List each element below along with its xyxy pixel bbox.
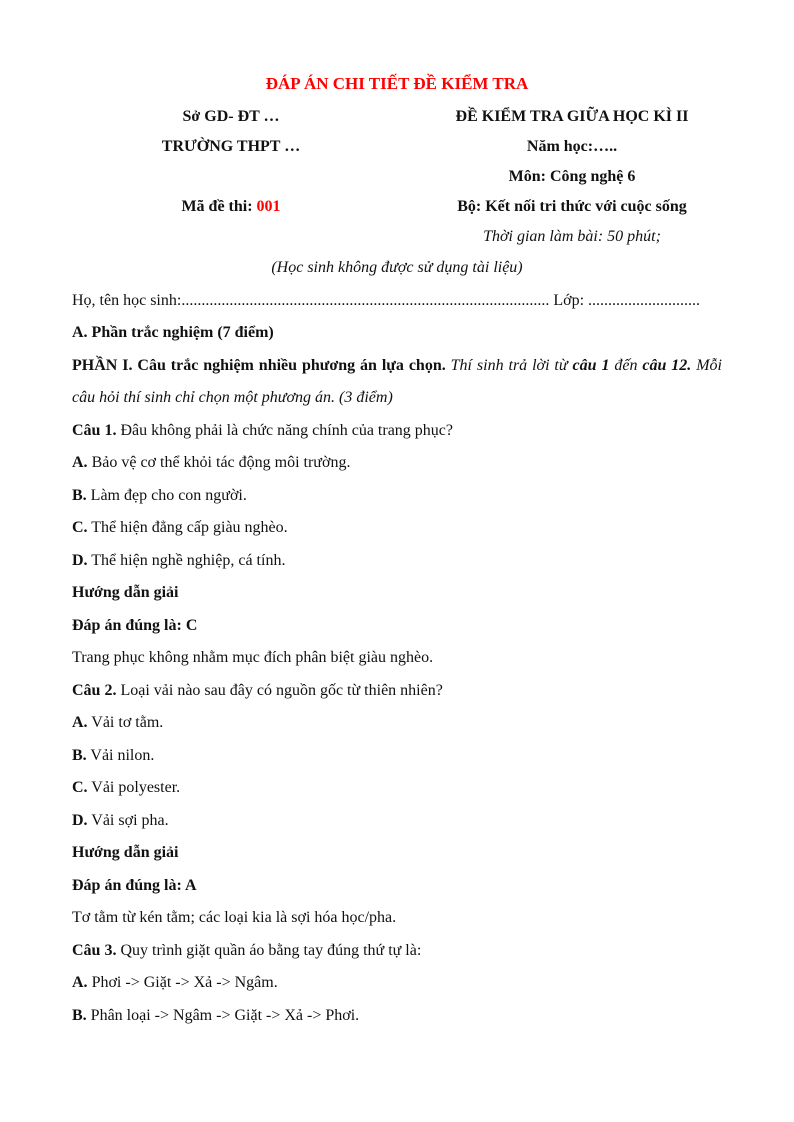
text-run: D. — [72, 551, 88, 569]
text-run: Làm đẹp cho con người. — [86, 486, 247, 504]
question-2-option-b — [72, 740, 722, 773]
text-run: A. Phần trắc nghiệm (7 điểm) — [72, 324, 274, 341]
text-run: Vải nilon. — [86, 746, 155, 764]
text-run: đến — [609, 356, 643, 374]
text-run: Lớp: — [549, 291, 589, 309]
exam-header — [72, 102, 722, 252]
header-right-column — [422, 102, 722, 252]
question-1-option-a — [72, 447, 722, 480]
text-run: Trang phục không nhằm mục đích phân biệt giàu nghèo. — [72, 649, 434, 666]
text-run: ĐỀ KIỂM TRA GIỮA HỌC KÌ II — [455, 108, 689, 125]
question-1-option-b — [72, 480, 722, 513]
question-2-answer — [72, 870, 722, 903]
text-run: Phơi -> Giặt -> Xả -> Ngâm. — [87, 974, 278, 991]
text-run: Quy trình giặt quần áo bằng tay đúng thứ tự là: — [116, 941, 422, 959]
no-materials-note — [72, 252, 722, 285]
text-run: câu 12. — [642, 356, 692, 374]
question-2 — [72, 675, 722, 708]
text-run: Câu 1. — [72, 421, 117, 439]
question-1-answer — [72, 610, 722, 643]
text-run: PHẦN I. Câu trắc nghiệm nhiều phương án lựa chọn. — [72, 356, 451, 374]
duration-line — [422, 222, 722, 252]
text-run: B. — [72, 1006, 87, 1024]
text-run: Vải sợi pha. — [87, 811, 169, 829]
text-run: Sở GD- ĐT … — [182, 108, 280, 125]
question-1 — [72, 415, 722, 448]
book-series-line — [422, 192, 722, 222]
text-run: (Học sinh không được sử dụng tài liệu) — [271, 259, 523, 276]
text-run: C. — [72, 779, 88, 796]
text-run: Năm học:….. — [526, 138, 618, 155]
text-run: Hướng dẫn giải — [72, 584, 179, 601]
text-run: Câu 2. — [72, 681, 117, 699]
question-2-explanation — [72, 902, 722, 935]
school-line — [72, 132, 390, 162]
header-left-column — [72, 102, 390, 222]
text-run: Đáp án đúng là: A — [72, 876, 197, 894]
school-year-line — [422, 132, 722, 162]
text-run: Môn: Công nghệ 6 — [508, 168, 636, 185]
text-run: 001 — [256, 198, 281, 215]
question-1-option-d — [72, 545, 722, 578]
text-run: Thời gian làm bài: 50 phút; — [483, 228, 661, 245]
exam-title-line — [422, 102, 722, 132]
document-body — [72, 317, 722, 1032]
text-run: Thí sinh trả lời từ — [450, 356, 573, 374]
text-run: Mỗi câu hỏi thí sinh chỉ chọn một phương án. (3 điểm) — [72, 356, 723, 406]
question-1-solution-heading — [72, 577, 722, 610]
question-1-option-c — [72, 512, 722, 545]
text-run: B. — [72, 746, 87, 764]
student-info-line — [72, 285, 722, 318]
question-2-solution-heading — [72, 837, 722, 870]
text-run: A. — [72, 714, 88, 731]
document-title — [72, 70, 722, 98]
text-run: Tơ tằm từ kén tằm; các loại kia là sợi hóa học/pha. — [72, 909, 397, 926]
question-2-option-d — [72, 805, 722, 838]
text-run: ĐÁP ÁN CHI TIẾT ĐỀ KIỂM TRA — [265, 74, 529, 93]
question-3-option-a — [72, 967, 722, 1000]
section-a-heading — [72, 317, 722, 350]
text-run: A. — [72, 974, 88, 991]
exam-code-line — [72, 192, 390, 222]
text-run: Bảo vệ cơ thể khỏi tác động môi trường. — [87, 454, 351, 471]
question-1-explanation — [72, 642, 722, 675]
text-run: B. — [72, 486, 87, 504]
text-run: Mã đề thi: — [181, 198, 257, 215]
question-2-option-a — [72, 707, 722, 740]
header-left-spacer — [72, 162, 390, 192]
text-run: Câu 3. — [72, 941, 117, 959]
text-run: ............................................................................................ — [181, 291, 550, 309]
text-run: Hướng dẫn giải — [72, 844, 179, 861]
text-run: câu 1 — [572, 356, 610, 374]
part-1-instructions — [72, 350, 722, 415]
question-3 — [72, 935, 722, 968]
text-run: Thể hiện đẳng cấp giàu nghèo. — [87, 519, 288, 536]
text-run: Phân loại -> Ngâm -> Giặt -> Xả -> Phơi. — [86, 1006, 360, 1024]
department-line — [72, 102, 390, 132]
text-run: ............................ — [588, 291, 701, 309]
text-run: Bộ: Kết nối tri thức với cuộc sống — [457, 198, 687, 215]
text-run: TRƯỜNG THPT … — [161, 138, 301, 155]
text-run: Đâu không phải là chức năng chính của trang phục? — [116, 421, 454, 439]
text-run: Đáp án đúng là: C — [72, 616, 198, 634]
subject-line — [422, 162, 722, 192]
question-3-option-b — [72, 1000, 722, 1033]
text-run: Thể hiện nghề nghiệp, cá tính. — [87, 551, 286, 569]
text-run: Loại vải nào sau đây có nguồn gốc từ thiên nhiên? — [116, 681, 443, 699]
text-run: D. — [72, 811, 88, 829]
text-run: Họ, tên học sinh: — [72, 291, 182, 309]
question-2-option-c — [72, 772, 722, 805]
text-run: C. — [72, 519, 88, 536]
text-run: A. — [72, 454, 88, 471]
text-run: Vải polyester. — [87, 779, 181, 796]
text-run: Vải tơ tằm. — [87, 714, 164, 731]
